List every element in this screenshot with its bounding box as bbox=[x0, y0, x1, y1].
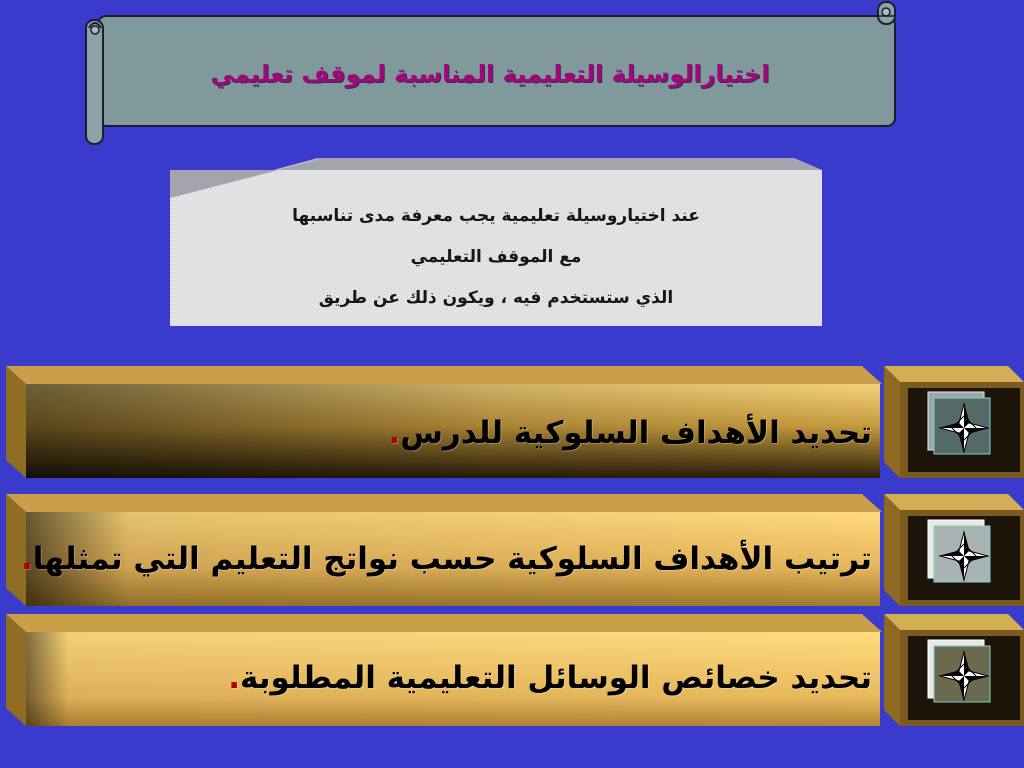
list-item-2-label: ترتيب الأهداف السلوكية حسب نواتج التعليم التي تمثلها bbox=[32, 541, 872, 577]
list-item-1-label: تحديد الأهداف السلوكية للدرس bbox=[400, 415, 872, 451]
page-title: اختيارالوسيلة التعليمية المناسبة لموقف تعليمي bbox=[210, 60, 770, 88]
list-item-3 bbox=[228, 646, 872, 710]
list-item-1-end-mark: . bbox=[388, 415, 401, 451]
intro-line-3: الذي ستستخدم فيه ، ويكون ذلك عن طريق bbox=[318, 288, 674, 308]
intro-line-1: عند اختياروسيلة تعليمية يجب معرفة مدى تناسبها bbox=[292, 206, 700, 226]
list-item-2-end-mark: . bbox=[20, 541, 33, 577]
intro-line-2: مع الموقف التعليمي bbox=[410, 247, 582, 267]
list-item-3-label: تحديد خصائص الوسائل التعليمية المطلوبة bbox=[240, 660, 872, 696]
compass-star-icon bbox=[884, 366, 1024, 480]
list-item-2 bbox=[21, 527, 872, 591]
bullet-box-3 bbox=[884, 614, 1024, 728]
intro-text bbox=[178, 196, 814, 319]
compass-star-icon bbox=[884, 614, 1024, 728]
list-item-1 bbox=[388, 401, 872, 465]
bullet-box-2 bbox=[884, 494, 1024, 608]
bullet-box-1 bbox=[884, 366, 1024, 480]
compass-star-icon bbox=[884, 494, 1024, 608]
list-item-3-end-mark: . bbox=[228, 660, 241, 696]
